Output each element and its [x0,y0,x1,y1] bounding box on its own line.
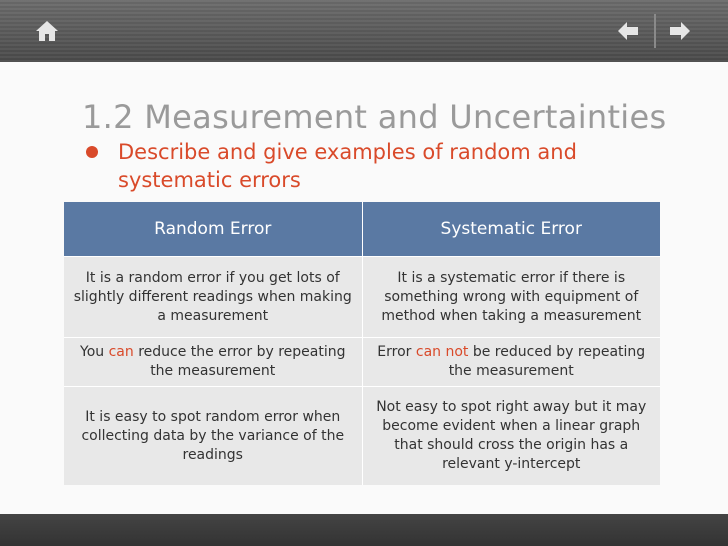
bottom-bar [0,514,728,546]
navigation-divider [654,14,656,48]
home-icon[interactable] [34,19,60,43]
cell-random-reduction [64,338,362,387]
errors-table [64,202,660,485]
header-systematic-error: Systematic Error [362,202,660,257]
table-row [64,387,660,486]
cell-random-definition: It is a random error if you get lots of slightly different readings when making a measurement [64,257,362,338]
slide-canvas [0,62,728,514]
forward-arrow-icon[interactable] [668,20,692,42]
cell-text: Error [377,344,416,360]
cell-text: reduce the error by repeating the measurement [133,344,346,379]
cell-text: be reduced by repeating the measurement [448,344,646,379]
cell-systematic-definition: It is a systematic error if there is something wrong with equipment of method when taking a measurement [362,257,660,338]
slide-title: 1.2 Measurement and Uncertainties [82,98,667,136]
navigation-bar [0,0,728,63]
table-row [64,257,660,338]
highlight-word: can not [415,344,469,360]
cell-systematic-detection: Not easy to spot right away but it may become evident when a linear graph that should cross the origin has a relevant y-intercept [362,387,660,486]
bullet-point: Describe and give examples of random and systematic errors [118,140,577,192]
table-header-row [64,202,660,257]
table-row [64,338,660,387]
header-random-error: Random Error [64,202,362,257]
cell-random-detection: It is easy to spot random error when collecting data by the variance of the readings [64,387,362,486]
highlight-word: can [108,344,134,360]
cell-text: You [80,344,109,360]
back-arrow-icon[interactable] [616,20,640,42]
cell-systematic-reduction [362,338,660,387]
bullet-marker [86,146,98,158]
